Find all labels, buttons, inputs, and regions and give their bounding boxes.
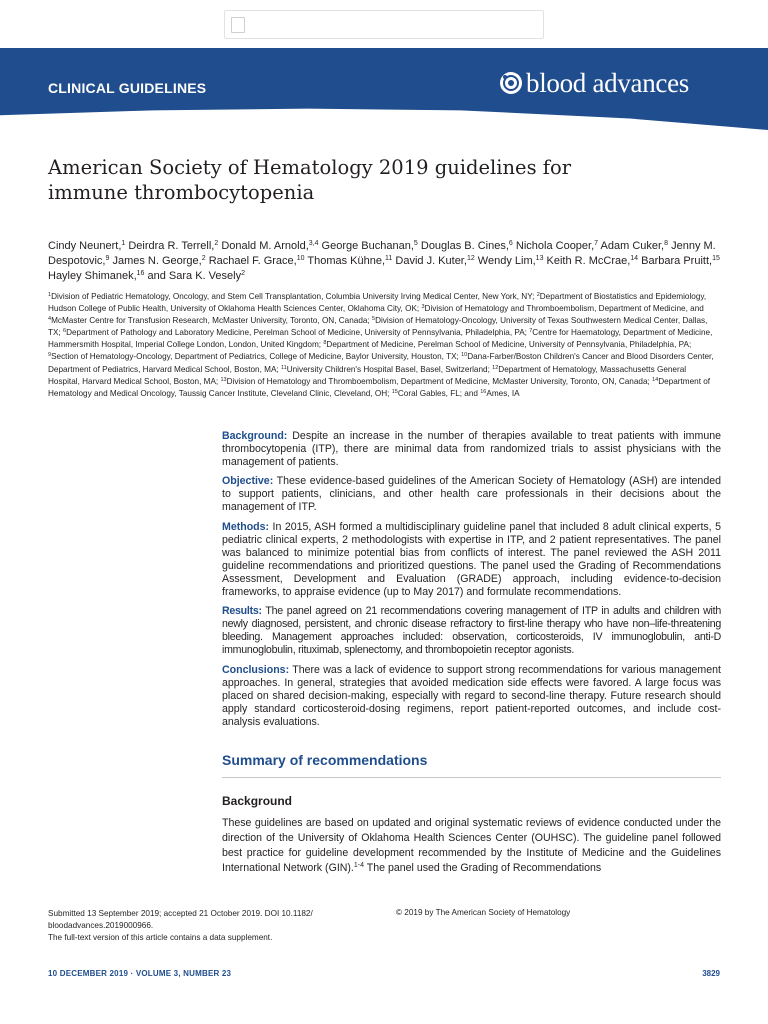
author-affiliation-ref: 2 <box>201 255 206 262</box>
abstract-text: In 2015, ASH formed a multidisciplinary guideline panel that included 8 adult clinical experts, 5 pediatric clinical experts, 2 methodologists with expertise in ITP, and 2 patient representatives. The panel was balanced to minimize potential bias from conflicts of interest. The panel reviewed the ASH 2011 guideline recommendations and prioritized questions. The panel used the Grading of Recommendations Assessment, Development and Evaluation (GRADE) approach, including evidence-to-decision frameworks, to appraise evidence (up to May 2017) and formulate recommendations. <box>222 520 721 599</box>
author-name: Adam Cuker, <box>600 240 665 252</box>
affiliation-number: 16 <box>480 388 487 395</box>
affiliation-text: Coral Gables, FL; and <box>397 388 481 398</box>
author-name: Jenny M. Despotovic, <box>48 240 716 267</box>
top-bar <box>0 0 768 48</box>
affiliation-number: 2 <box>536 292 540 298</box>
author-affiliation-ref: 1 <box>121 240 126 247</box>
abstract-background <box>222 430 721 469</box>
summary-heading: Summary of recommendations <box>222 752 428 768</box>
affiliation-text: Department of Pathology and Laboratory Medicine, Perelman School of Medicine, University of Pennsylvania, Philadelphia, PA; <box>66 328 530 338</box>
abstract-text: These evidence-based guidelines of the American Society of Hematology (ASH) are intended to support patients, clinicians, and other health care professionals in their decisions about the management of ITP. <box>222 475 721 514</box>
affiliation-number: 11 <box>281 364 287 371</box>
blood-drop-logo-icon <box>498 70 524 96</box>
abstract-label: Conclusions: <box>222 663 290 676</box>
affiliation-text: Centre for Haematology, Department of Medicine, Hammersmith Hospital, Imperial College London, London, United Kingdom; <box>48 328 713 350</box>
abstract-text: The panel agreed on 21 recommendations covering management of ITP in adults and children with newly diagnosed, persistent, and chronic disease refractory to first-line therapy who have non–life-threatening bleeding. Management approaches included: observation, corticosteroids, IV immunoglobulin, anti-D immunoglobulin, rituximab, splenectomy, and thrombopoietin receptor agonists. <box>222 605 721 657</box>
author-affiliation-ref: 8 <box>664 240 669 247</box>
affiliation-number: 5 <box>372 316 376 323</box>
author-affiliation-ref: 11 <box>385 255 393 262</box>
submission-footnote <box>48 908 368 944</box>
author-affiliation-ref: 6 <box>508 240 513 247</box>
author-affiliation-ref: 13 <box>535 255 544 262</box>
background-paragraph <box>222 816 721 876</box>
abstract-label: Results: <box>222 605 262 618</box>
affiliation-number: 4 <box>48 316 52 323</box>
submission-line: Submitted 13 September 2019; accepted 21 October 2019. DOI 10.1182/ <box>48 909 313 918</box>
page-number: 3829 <box>702 969 720 978</box>
affiliation-number: 9 <box>48 352 52 359</box>
affiliation-text: Ames, IA <box>486 388 520 398</box>
affiliation-text: Division of Hematology and Thromboembolism, Department of Medicine, McMaster University, Toronto, ON, Canada; <box>226 376 653 386</box>
author-affiliation-ref: 10 <box>296 255 305 262</box>
abstract-methods <box>222 521 721 600</box>
article-title: American Society of Hematology 2019 guidelines for immune thrombocytopenia <box>48 156 572 204</box>
background-heading: Background <box>222 794 293 808</box>
author-affiliation-ref: 15 <box>712 255 720 262</box>
abstract-label: Methods: <box>222 520 270 533</box>
affiliation-number: 13 <box>220 376 227 383</box>
section-label: CLINICAL GUIDELINES <box>48 80 207 96</box>
abstract <box>222 430 721 735</box>
author-name: Keith R. McCrae, <box>546 255 631 267</box>
affiliation-number: 12 <box>492 364 499 371</box>
author-affiliation-ref: 3,4 <box>308 240 319 247</box>
author-name: Deirdra R. Terrell, <box>128 240 215 252</box>
abstract-objective <box>222 475 721 514</box>
author-affiliation-ref: 16 <box>136 270 145 277</box>
author-name: Cindy Neunert, <box>48 240 122 252</box>
journal-logo <box>498 68 689 98</box>
affiliation-number: 1 <box>48 292 52 298</box>
author-affiliation-ref: 5 <box>413 240 418 247</box>
affiliation-text: Division of Hematology-Oncology, University of Texas Southwestern Medical Center, Dallas, TX; <box>48 316 708 338</box>
abstract-conclusions <box>222 664 721 729</box>
author-name: Nichola Cooper, <box>515 240 595 252</box>
affiliation-number: 14 <box>652 376 659 383</box>
author-affiliation-ref: 14 <box>630 255 639 262</box>
affiliation-text: McMaster Centre for Transfusion Research, McMaster University, Toronto, ON, Canada; <box>51 316 373 326</box>
author-name: and Sara K. Vesely <box>147 270 242 282</box>
affiliation-number: 15 <box>391 388 398 395</box>
affiliation-number: 10 <box>461 352 468 359</box>
affiliation-text: Section of Hematology-Oncology, Department of Pediatrics, College of Medicine, Baylor University, Houston, TX; <box>51 352 462 362</box>
doi-line[interactable]: bloodadvances.2019000966. <box>48 921 154 930</box>
author-list <box>48 239 720 284</box>
abstract-label: Objective: <box>222 475 274 488</box>
author-name: Donald M. Arnold, <box>221 240 309 252</box>
affiliation-list <box>48 291 720 400</box>
author-affiliation-ref: 2 <box>241 270 245 277</box>
affiliation-number: 7 <box>529 328 533 335</box>
author-affiliation-ref: 12 <box>466 255 475 262</box>
paragraph-text-continued: The panel used the Grading of Recommendations <box>364 862 602 875</box>
author-affiliation-ref: 7 <box>594 240 599 247</box>
section-divider <box>222 777 721 778</box>
paragraph-text: These guidelines are based on updated and original systematic reviews of evidence conducted under the direction of the University of Oklahoma Health Sciences Center (OUHSC). The guideline panel followed best practice for guideline development recommended by the Institute of Medicine and the Guidelines International Network (GIN). <box>222 817 721 875</box>
author-affiliation-ref: 2 <box>214 240 219 247</box>
affiliation-text: Department of Biostatistics and Epidemiology, Hudson College of Public Health, University of Oklahoma Health Sciences Center, Oklahoma City, OK; <box>48 292 707 314</box>
author-name: Hayley Shimanek, <box>48 270 137 282</box>
supplement-note: The full-text version of this article contains a data supplement. <box>48 933 273 942</box>
author-name: Douglas B. Cines, <box>420 240 509 252</box>
affiliation-text: Dana-Farber/Boston Children's Cancer and Blood Disorders Center, Department of Pediatrics, Harvard Medical School, Boston, MA; <box>48 352 714 374</box>
issue-info: 10 DECEMBER 2019 · VOLUME 3, NUMBER 23 <box>48 969 232 978</box>
abstract-results <box>222 605 721 657</box>
page-icon <box>231 17 245 33</box>
affiliation-text: Department of Medicine, Perelman School of Medicine, University of Pennsylvania, Philadelphia, PA; <box>326 340 692 350</box>
affiliation-text: Division of Pediatric Hematology, Oncology, and Stem Cell Transplantation, Columbia University Irving Medical Center, New York, NY; <box>51 292 537 301</box>
author-name: James N. George, <box>112 255 202 267</box>
affiliation-text: Department of Hematology and Medical Oncology, Taussig Cancer Institute, Cleveland Clinic, Cleveland, OH; <box>48 376 711 398</box>
affiliation-text: Department of Hematology, Massachusetts General Hospital, Harvard Medical School, Boston, MA; <box>48 364 687 386</box>
page-search-box[interactable] <box>224 10 544 39</box>
abstract-text: There was a lack of evidence to support strong recommendations for various management approaches. In general, strategies that avoided medication side effects were favored. A large focus was placed on shared decision-making, especially with regard to second-line therapy. Future research should apply standard corticosteroid-dosing regimens, report patient-reported outcomes, and include cost-analysis evaluations. <box>222 663 721 728</box>
journal-name: blood advances <box>526 68 689 98</box>
copyright-note: © 2019 by The American Society of Hematology <box>396 908 571 917</box>
author-name: David J. Kuter, <box>395 255 467 267</box>
author-name: George Buchanan, <box>321 240 414 252</box>
affiliation-number: 3 <box>421 304 425 311</box>
abstract-text: Despite an increase in the number of therapies available to treat patients with immune thrombocytopenia (ITP), there are minimal data from randomized trials to assist physicians with the management of patients. <box>222 430 721 469</box>
citation-ref[interactable]: 1-4 <box>353 862 365 870</box>
author-affiliation-ref: 9 <box>105 255 110 262</box>
author-name: Barbara Pruitt, <box>641 255 713 267</box>
affiliation-number: 6 <box>63 328 67 335</box>
author-name: Rachael F. Grace, <box>208 255 297 267</box>
affiliation-text: University Children's Hospital Basel, Basel, Switzerland; <box>286 364 493 374</box>
affiliation-text: Division of Hematology and Thromboembolism, Department of Medicine, and <box>424 304 704 314</box>
author-name: Wendy Lim, <box>477 255 536 267</box>
affiliation-number: 8 <box>323 340 327 347</box>
abstract-label: Background: <box>222 430 288 442</box>
author-name: Thomas Kühne, <box>307 255 386 267</box>
